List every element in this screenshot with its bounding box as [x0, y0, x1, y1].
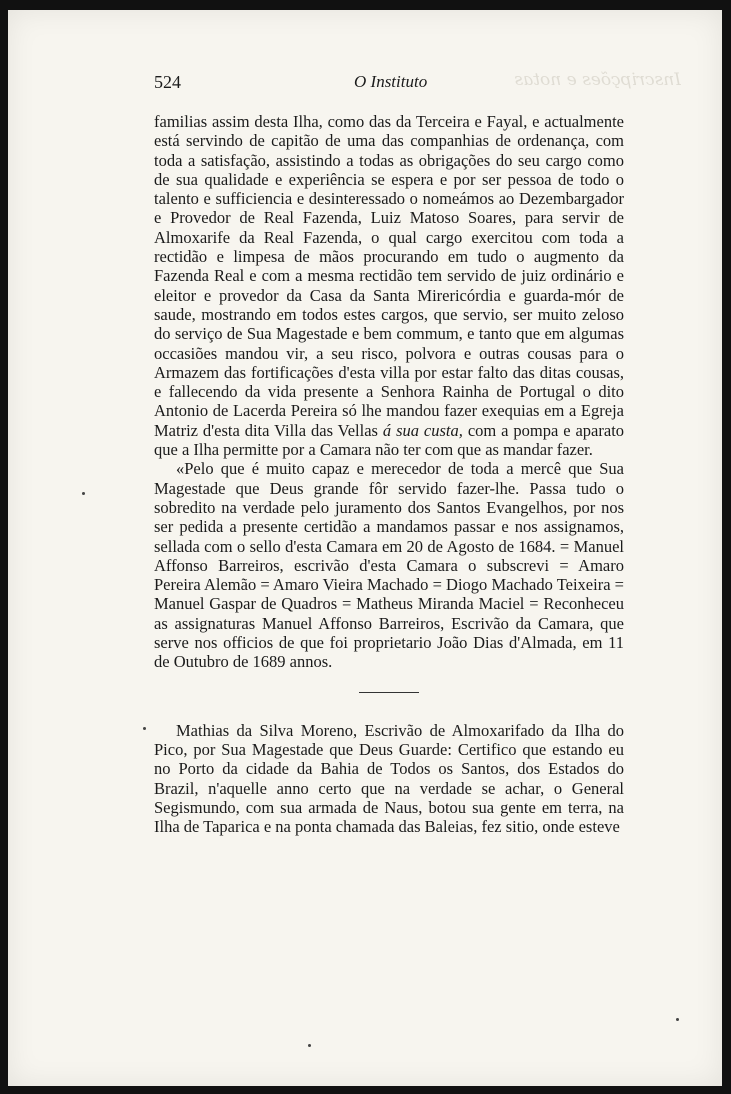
paragraph-1 — [154, 112, 624, 459]
running-title: O Instituto — [354, 72, 428, 91]
page-header — [154, 72, 624, 96]
scan-speck — [308, 1044, 311, 1047]
section-divider — [359, 692, 419, 693]
page-number: 524 — [154, 72, 181, 92]
paragraph-1-end: com a pompa e aparato que a Ilha permitte por a Camara não ter com que as mandar fazer. — [154, 420, 625, 460]
scan-speck — [676, 1018, 679, 1021]
body-text — [154, 112, 624, 836]
scan-speck — [82, 492, 85, 495]
paragraph-2: «Pelo que é muito capaz e merecedor de toda a mercê que Sua Magestade que Deus grande fôr servido fazer-lhe. Passa tudo o sobredito na verdade pelo juramento dos Santos Evangelhos, por nos ser pedida a presente certidão a mandamos passar e nos assignamos, sellada com o sello d'esta Camara em 20 de Agosto de 1684. = Manuel Affonso Barreiros, escrivão d'esta Camara o subscrevi = Amaro Pereira Alemão = Amaro Vieira Machado = Diogo Machado Teixeira = Manuel Gaspar de Quadros = Matheus Miranda Maciel = Reconheceu as assignaturas Manuel Affonso Barreiros, Escrivão da Camara, que serve nos officios de que foi proprietario João Dias d'Almada, em 11 de Outubro de 1689 annos. — [154, 459, 624, 672]
paragraph-1-text: familias assim desta Ilha, como das da Terceira e Fayal, e actualmente está servindo de capitão de uma das companhias de ordenança, com toda a satisfação, assistindo a todas as obrigações do seu cargo como de sua qualidade e experiência se espera e por ser pessoa de todo o talento e sufficiencia e desinteressado o nomeámos ao Dezembargador e Provedor de Real Fazenda, Luiz Matoso Soares, para servir de Almoxarife da Real Fazenda, o qual cargo exercitou com toda a rectidão e limpesa de mãos procurando em tudo o augmento da Fazenda Real e com a mesma rectidão tem servido de juiz ordinário e eleitor e provedor da Casa da Santa Mirericórdia e guarda-mór de saude, mostrando em todos estes cargos, que servio, ser muito zeloso do serviço de Sua Magestade e bem commum, e tanto que em algumas occasiões mandou vir, a seu risco, polvora e outras cousas para o Armazem das fortificações d'esta villa por estar falto das ditas cousas, e fallecendo da vida presente a Senhora Rainha de Portugal o dito Antonio de Lacerda Pereira só lhe mandou fazer exequias em a Egreja Matriz d'esta dita Villa das Vellas — [154, 112, 624, 440]
bleed-through-text: Inscripções e notas — [514, 70, 681, 90]
paragraph-1-italic: á sua custa, — [382, 420, 463, 440]
paragraph-3: Mathias da Silva Moreno, Escrivão de Almoxarifado da Ilha do Pico, por Sua Magestade que Deus Guarde: Certifico que estando eu no Porto da cidade da Bahia de Todos os Santos, dos Estados do Brazil, n'aquelle anno certo que na verdade se achar, o General Segismundo, com sua armada de Naus, botou sua gente em terra, na Ilha de Taparica e na ponta chamada das Baleias, fez sitio, onde esteve — [154, 720, 624, 837]
scan-speck — [143, 727, 146, 730]
